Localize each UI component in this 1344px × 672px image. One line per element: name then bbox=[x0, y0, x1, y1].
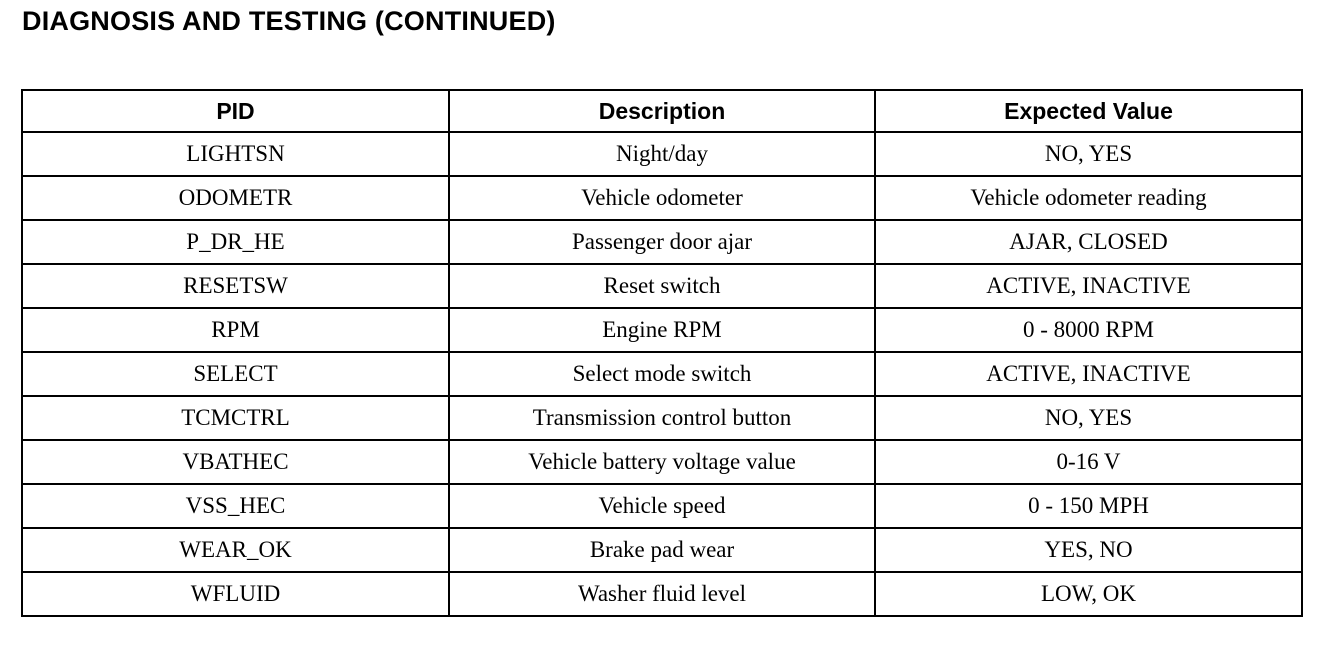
pid-cell: WEAR_OK bbox=[22, 528, 449, 572]
table-row bbox=[22, 528, 1302, 572]
expected-value-cell: ACTIVE, INACTIVE bbox=[875, 264, 1302, 308]
column-header-expected-value: Expected Value bbox=[875, 90, 1302, 132]
table-row bbox=[22, 440, 1302, 484]
table-row bbox=[22, 264, 1302, 308]
expected-value-cell: YES, NO bbox=[875, 528, 1302, 572]
pid-cell: WFLUID bbox=[22, 572, 449, 616]
description-cell: Washer fluid level bbox=[449, 572, 875, 616]
description-cell: Transmission control button bbox=[449, 396, 875, 440]
table-row bbox=[22, 220, 1302, 264]
table-row bbox=[22, 396, 1302, 440]
table-row bbox=[22, 176, 1302, 220]
table-row bbox=[22, 308, 1302, 352]
pid-cell: RESETSW bbox=[22, 264, 449, 308]
pid-cell: RPM bbox=[22, 308, 449, 352]
expected-value-cell: LOW, OK bbox=[875, 572, 1302, 616]
expected-value-cell: NO, YES bbox=[875, 396, 1302, 440]
description-cell: Passenger door ajar bbox=[449, 220, 875, 264]
expected-value-cell: Vehicle odometer reading bbox=[875, 176, 1302, 220]
expected-value-cell: AJAR, CLOSED bbox=[875, 220, 1302, 264]
column-header-description: Description bbox=[449, 90, 875, 132]
table-header-row bbox=[22, 90, 1302, 132]
page-title: DIAGNOSIS AND TESTING (CONTINUED) bbox=[22, 6, 556, 36]
column-header-pid: PID bbox=[22, 90, 449, 132]
pid-table bbox=[21, 89, 1303, 617]
description-cell: Engine RPM bbox=[449, 308, 875, 352]
table-row bbox=[22, 352, 1302, 396]
description-cell: Select mode switch bbox=[449, 352, 875, 396]
expected-value-cell: 0-16 V bbox=[875, 440, 1302, 484]
expected-value-cell: 0 - 8000 RPM bbox=[875, 308, 1302, 352]
expected-value-cell: ACTIVE, INACTIVE bbox=[875, 352, 1302, 396]
pid-cell: TCMCTRL bbox=[22, 396, 449, 440]
description-cell: Night/day bbox=[449, 132, 875, 176]
pid-cell: VSS_HEC bbox=[22, 484, 449, 528]
description-cell: Brake pad wear bbox=[449, 528, 875, 572]
table-row bbox=[22, 132, 1302, 176]
table-row bbox=[22, 484, 1302, 528]
description-cell: Vehicle speed bbox=[449, 484, 875, 528]
pid-cell: SELECT bbox=[22, 352, 449, 396]
table-row bbox=[22, 572, 1302, 616]
pid-cell: LIGHTSN bbox=[22, 132, 449, 176]
pid-cell: ODOMETR bbox=[22, 176, 449, 220]
pid-cell: VBATHEC bbox=[22, 440, 449, 484]
description-cell: Reset switch bbox=[449, 264, 875, 308]
expected-value-cell: NO, YES bbox=[875, 132, 1302, 176]
description-cell: Vehicle odometer bbox=[449, 176, 875, 220]
expected-value-cell: 0 - 150 MPH bbox=[875, 484, 1302, 528]
description-cell: Vehicle battery voltage value bbox=[449, 440, 875, 484]
pid-cell: P_DR_HE bbox=[22, 220, 449, 264]
